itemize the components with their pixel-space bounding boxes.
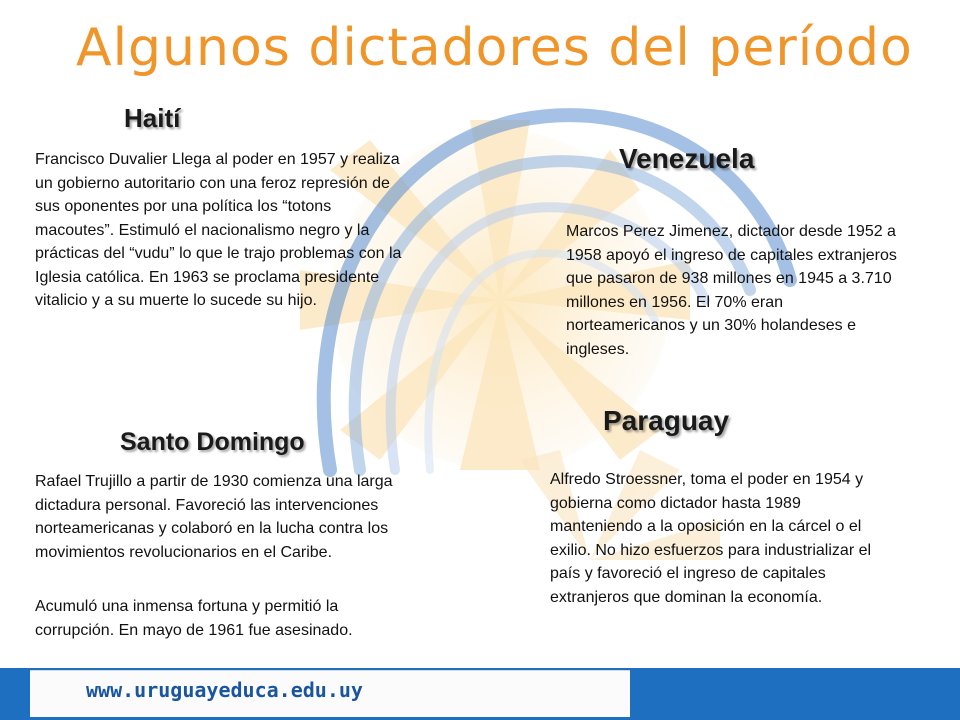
heading-venezuela: Venezuela	[619, 143, 755, 174]
heading-paraguay: Paraguay	[603, 405, 730, 436]
paragraph-santo-domingo-2: Acumuló una inmensa fortuna y permitió la corrupción. En mayo de 1961 fue asesinado.	[35, 598, 353, 639]
paragraph-venezuela: Marcos Perez Jimenez, dictador desde 1952 a 1958 apoyó el ingreso de capitales extranjeros que pasaron de 938 millones en 1945 a 3.710 millones en 1956. El 70% eran norteamericanos y un 30% holandeses e ingleses.	[566, 223, 897, 358]
footer-url-link[interactable]: www.uruguayeduca.edu.uy	[86, 678, 363, 702]
paragraph-haiti: Francisco Duvalier Llega al poder en 1957 y realiza un gobierno autoritario con una feroz represión de sus oponentes por una política los “totons macoutes”. Estimuló el nacionalismo negro y la prácticas del “vudu” lo que le trajo problemas con la Iglesia católica. En 1963 se proclama presidente vitalicio y a su muerte lo sucede su hijo.	[35, 151, 402, 309]
page-title: Algunos dictadores del período	[76, 18, 913, 78]
paragraph-santo-domingo-1: Rafael Trujillo a partir de 1930 comienza una larga dictadura personal. Favoreció las intervenciones norteamericanas y colaboró en la lucha contra los movimientos revolucionarios en el Caribe.	[35, 473, 393, 561]
heading-santo-domingo: Santo Domingo	[120, 428, 305, 456]
paragraph-paraguay: Alfredo Stroessner, toma el poder en 1954 y gobierna como dictador hasta 1989 manteniendo a la oposición en la cárcel o el exilio. No hizo esfuerzos para industrializar el país y favoreció el ingreso de capitales extranjeros que dominan la economía.	[550, 471, 872, 606]
heading-haiti: Haití	[124, 103, 181, 133]
